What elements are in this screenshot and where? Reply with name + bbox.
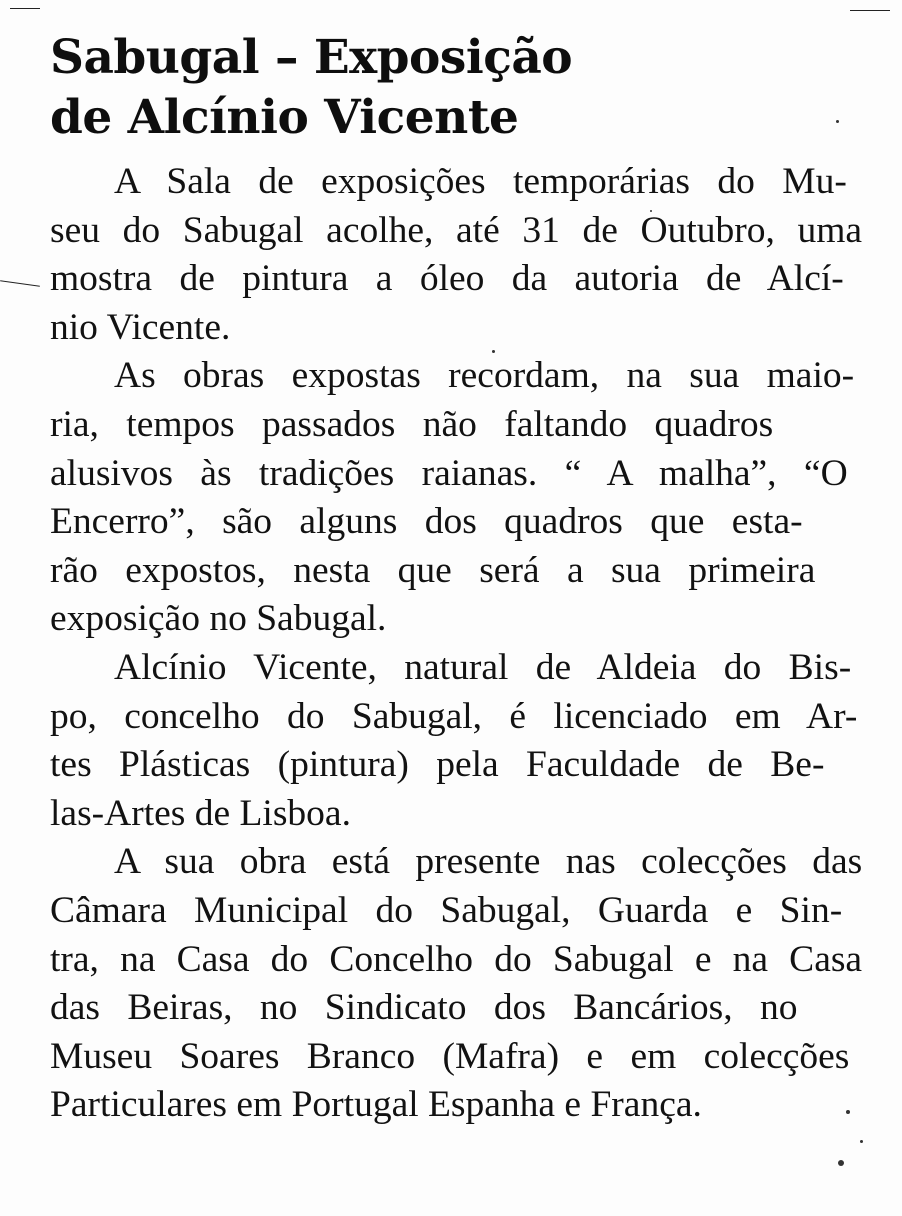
text-line: ria, tempos passados não faltando quadros [50, 403, 774, 445]
text-line: seu do Sabugal acolhe, até 31 de Outubro, uma [50, 209, 863, 251]
headline-line-2: de Alcínio Vicente [50, 90, 519, 145]
text-line: rão expostos, nesta que será a sua primeira [50, 549, 816, 591]
scan-mark [10, 8, 40, 9]
article [50, 28, 862, 1130]
text-line: das Beiras, no Sindicato dos Bancários, no [50, 987, 798, 1029]
headline [50, 28, 862, 148]
text-line: po, concelho do Sabugal, é licenciado em Ar- [50, 695, 858, 737]
headline-line-1: Sabugal – Exposição [50, 30, 573, 85]
text-line: Alcínio Vicente, natural de Aldeia do Bis- [114, 646, 852, 688]
scan-speck [860, 1140, 863, 1143]
text-line: exposição no Sabugal. [50, 598, 387, 640]
scan-mark [850, 10, 890, 11]
scan-speck [838, 1160, 844, 1166]
text-line: A sua obra está presente nas colecções das [114, 841, 863, 883]
paragraph-1 [50, 158, 862, 352]
text-line: A Sala de exposições temporárias do Mu- [114, 161, 847, 202]
text-line: Particulares em Portugal Espanha e França. [50, 1084, 702, 1126]
text-line: As obras expostas recordam, na sua maio- [114, 355, 855, 397]
text-line: Câmara Municipal do Sabugal, Guarda e Sin- [50, 889, 843, 931]
paragraph-3 [50, 644, 862, 838]
paragraph-4 [50, 838, 862, 1130]
paragraph-2 [50, 352, 862, 644]
text-line: Encerro”, são alguns dos quadros que esta- [50, 501, 803, 543]
text-line: tes Plásticas (pintura) pela Faculdade de Be- [50, 744, 825, 786]
text-line: nio Vicente. [50, 306, 231, 348]
text-line: alusivos às tradições raianas. “ A malha”, “O [50, 452, 848, 494]
text-line: mostra de pintura a óleo da autoria de Alcí- [50, 258, 844, 300]
text-line: las-Artes de Lisboa. [50, 792, 351, 834]
scan-mark [0, 280, 40, 287]
text-line: tra, na Casa do Concelho do Sabugal e na Casa [50, 938, 863, 980]
text-line: Museu Soares Branco (Mafra) e em colecções [50, 1035, 850, 1077]
